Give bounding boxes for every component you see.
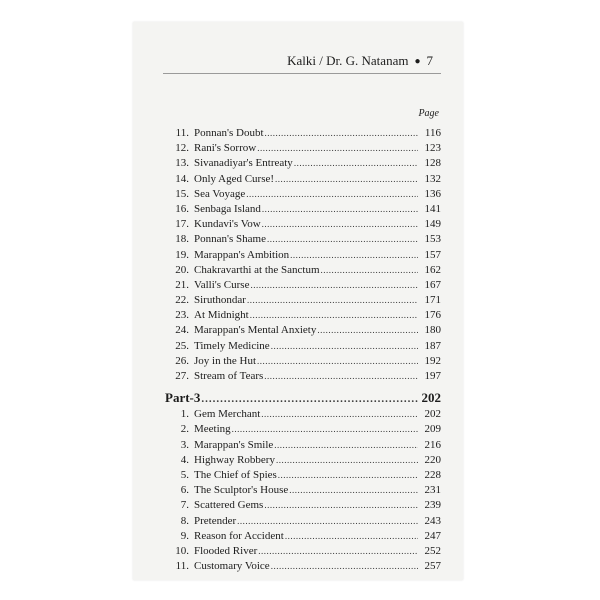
- toc-entry: [165, 339, 441, 354]
- entry-number: 27.: [175, 370, 189, 382]
- entry-number: 20.: [175, 263, 189, 276]
- entry-title: At Midnight: [194, 309, 249, 322]
- toc-entry: [165, 141, 441, 156]
- entry-title: Senbaga Island: [194, 202, 261, 215]
- dot-leader: [285, 529, 418, 544]
- toc-entry: [165, 172, 441, 187]
- entry-page: 197: [424, 370, 441, 382]
- toc-entry: [165, 407, 441, 422]
- toc-entry: [165, 308, 441, 323]
- dot-leader: [261, 407, 418, 422]
- entry-number: 13.: [175, 157, 189, 170]
- dot-leader: [264, 498, 418, 513]
- dot-leader: [264, 369, 418, 384]
- entry-title: Kundavi's Vow: [194, 218, 261, 231]
- entry-page: 176: [424, 309, 441, 322]
- entry-number: 24.: [175, 324, 189, 337]
- entry-title: Valli's Curse: [194, 278, 250, 291]
- entry-number: 12.: [175, 142, 189, 155]
- dot-leader: [317, 323, 418, 338]
- dot-leader: [267, 232, 418, 247]
- entry-number: 3.: [180, 438, 189, 451]
- entry-number: 2.: [180, 423, 189, 436]
- entry-number: 5.: [180, 468, 189, 481]
- dot-leader: [262, 217, 418, 232]
- page-column-label: Page: [418, 108, 439, 119]
- entry-page: 171: [424, 294, 441, 307]
- dot-leader: [321, 263, 418, 278]
- entry-number: 4.: [180, 453, 189, 466]
- dot-leader: [258, 544, 418, 559]
- dot-leader: [278, 468, 418, 483]
- dot-leader: [247, 293, 418, 308]
- entry-number: 19.: [175, 248, 189, 261]
- entry-title: Marappan's Ambition: [194, 248, 290, 261]
- entry-number: 14.: [175, 172, 189, 185]
- toc-entry: [165, 422, 441, 437]
- entry-page: 123: [424, 142, 441, 155]
- toc-entry: [165, 559, 441, 574]
- entry-title: Marappan's Mental Anxiety: [194, 324, 317, 337]
- entry-page: 239: [424, 499, 441, 512]
- dot-leader: [290, 248, 418, 263]
- entry-page: 216: [424, 438, 441, 451]
- entry-page: 252: [424, 544, 441, 557]
- dot-leader: [237, 514, 418, 529]
- entry-number: 17.: [175, 218, 189, 231]
- toc-entry: [165, 453, 441, 468]
- toc-entry: [165, 248, 441, 263]
- entry-page: 243: [424, 514, 441, 527]
- entry-page: 257: [424, 560, 441, 573]
- entry-title: The Sculptor's House: [194, 484, 289, 497]
- header-rule: [163, 73, 441, 74]
- dot-leader: [250, 308, 418, 323]
- toc-entry: [165, 498, 441, 513]
- entry-number: 10.: [175, 544, 189, 557]
- dot-leader: [289, 483, 418, 498]
- entry-page: 116: [424, 127, 441, 139]
- entry-page: 162: [424, 263, 441, 276]
- toc-section-part2: [165, 126, 441, 384]
- entry-title: Pretender: [194, 514, 237, 527]
- header-title: Kalki / Dr. G. Natanam: [287, 53, 409, 68]
- entry-title: Ponnan's Shame: [194, 233, 266, 246]
- entry-title: Customary Voice: [194, 560, 270, 573]
- toc-entry: [165, 544, 441, 559]
- entry-title: Ponnan's Doubt: [194, 127, 264, 139]
- entry-title: Sea Voyage: [194, 187, 246, 200]
- entry-number: 25.: [175, 339, 189, 352]
- entry-number: 6.: [180, 484, 189, 497]
- toc-entry: [165, 468, 441, 483]
- part-page: 202: [421, 390, 441, 406]
- entry-title: Flooded River: [194, 544, 258, 557]
- dot-leader: [294, 156, 418, 171]
- toc-section-part3: [165, 407, 441, 574]
- entry-title: Gem Merchant: [194, 408, 261, 421]
- entry-page: 132: [424, 172, 441, 185]
- toc-entry: [165, 293, 441, 308]
- entry-number: 16.: [175, 202, 189, 215]
- entry-page: 157: [424, 248, 441, 261]
- entry-title: Joy in the Hut: [194, 354, 257, 367]
- dot-leader: [265, 126, 418, 141]
- entry-page: 136: [424, 187, 441, 200]
- entry-title: Only Aged Curse!: [194, 172, 275, 185]
- dot-leader: [271, 559, 418, 574]
- entry-page: 220: [424, 453, 441, 466]
- entry-title: Marappan's Smile: [194, 438, 274, 451]
- entry-page: 209: [424, 423, 441, 436]
- entry-page: 231: [424, 484, 441, 497]
- header-page-number: 7: [426, 53, 433, 68]
- entry-number: 15.: [175, 187, 189, 200]
- entry-number: 18.: [175, 233, 189, 246]
- toc-entry: [165, 126, 441, 141]
- entry-title: Sivanadiyar's Entreaty: [194, 157, 293, 170]
- dot-leader: [271, 339, 418, 354]
- entry-title: The Chief of Spies: [194, 468, 277, 481]
- dot-leader: [250, 278, 418, 293]
- entry-title: Siruthondar: [194, 294, 246, 307]
- entry-number: 9.: [180, 529, 189, 542]
- toc-entry: [165, 369, 441, 384]
- entry-page: 247: [424, 529, 441, 542]
- entry-title: Timely Medicine: [194, 339, 270, 352]
- entry-number: 11.: [175, 560, 189, 573]
- entry-number: 1.: [180, 408, 189, 421]
- book-page: [133, 22, 463, 580]
- part-title: Part-3: [165, 390, 201, 406]
- entry-number: 11.: [175, 127, 189, 139]
- dot-leader: [274, 438, 418, 453]
- entry-title: Highway Robbery: [194, 453, 275, 466]
- entry-title: Meeting: [194, 423, 231, 436]
- entry-page: 149: [424, 218, 441, 231]
- toc-part-heading: [165, 388, 441, 407]
- dot-leader: [257, 354, 418, 369]
- dot-leader: [232, 422, 418, 437]
- toc-entry: [165, 278, 441, 293]
- entry-number: 8.: [180, 514, 189, 527]
- toc-entry: [165, 323, 441, 338]
- entry-title: Stream of Tears: [194, 370, 264, 382]
- toc-entry: [165, 187, 441, 202]
- entry-title: Reason for Accident: [194, 529, 284, 542]
- toc-entry: [165, 202, 441, 217]
- entry-number: 23.: [175, 309, 189, 322]
- entry-title: Chakravarthi at the Sanctum: [194, 263, 320, 276]
- dot-leader: [262, 202, 418, 217]
- entry-page: 202: [424, 408, 441, 421]
- toc-entry: [165, 514, 441, 529]
- toc-entry: [165, 263, 441, 278]
- entry-title: Scattered Gems: [194, 499, 264, 512]
- toc-entry: [165, 483, 441, 498]
- entry-page: 128: [424, 157, 441, 170]
- entry-page: 167: [424, 278, 441, 291]
- dot-leader: [257, 141, 418, 156]
- entry-number: 22.: [175, 294, 189, 307]
- running-header: [287, 53, 433, 69]
- entry-number: 21.: [175, 278, 189, 291]
- dot-leader: [246, 187, 418, 202]
- dot-leader: [275, 172, 418, 187]
- toc-entry: [165, 354, 441, 369]
- entry-page: 187: [424, 339, 441, 352]
- entry-page: 141: [424, 202, 441, 215]
- entry-number: 7.: [180, 499, 189, 512]
- entry-page: 228: [424, 468, 441, 481]
- toc-entry: [165, 156, 441, 171]
- bullet-icon: ●: [414, 55, 421, 67]
- entry-title: Rani's Sorrow: [194, 142, 257, 155]
- toc-entry: [165, 217, 441, 232]
- entry-page: 153: [424, 233, 441, 246]
- dot-leader: [276, 453, 418, 468]
- entry-page: 180: [424, 324, 441, 337]
- toc-entry: [165, 232, 441, 247]
- entry-number: 26.: [175, 354, 189, 367]
- table-of-contents: [165, 126, 441, 574]
- entry-page: 192: [424, 354, 441, 367]
- toc-entry: [165, 529, 441, 544]
- toc-entry: [165, 438, 441, 453]
